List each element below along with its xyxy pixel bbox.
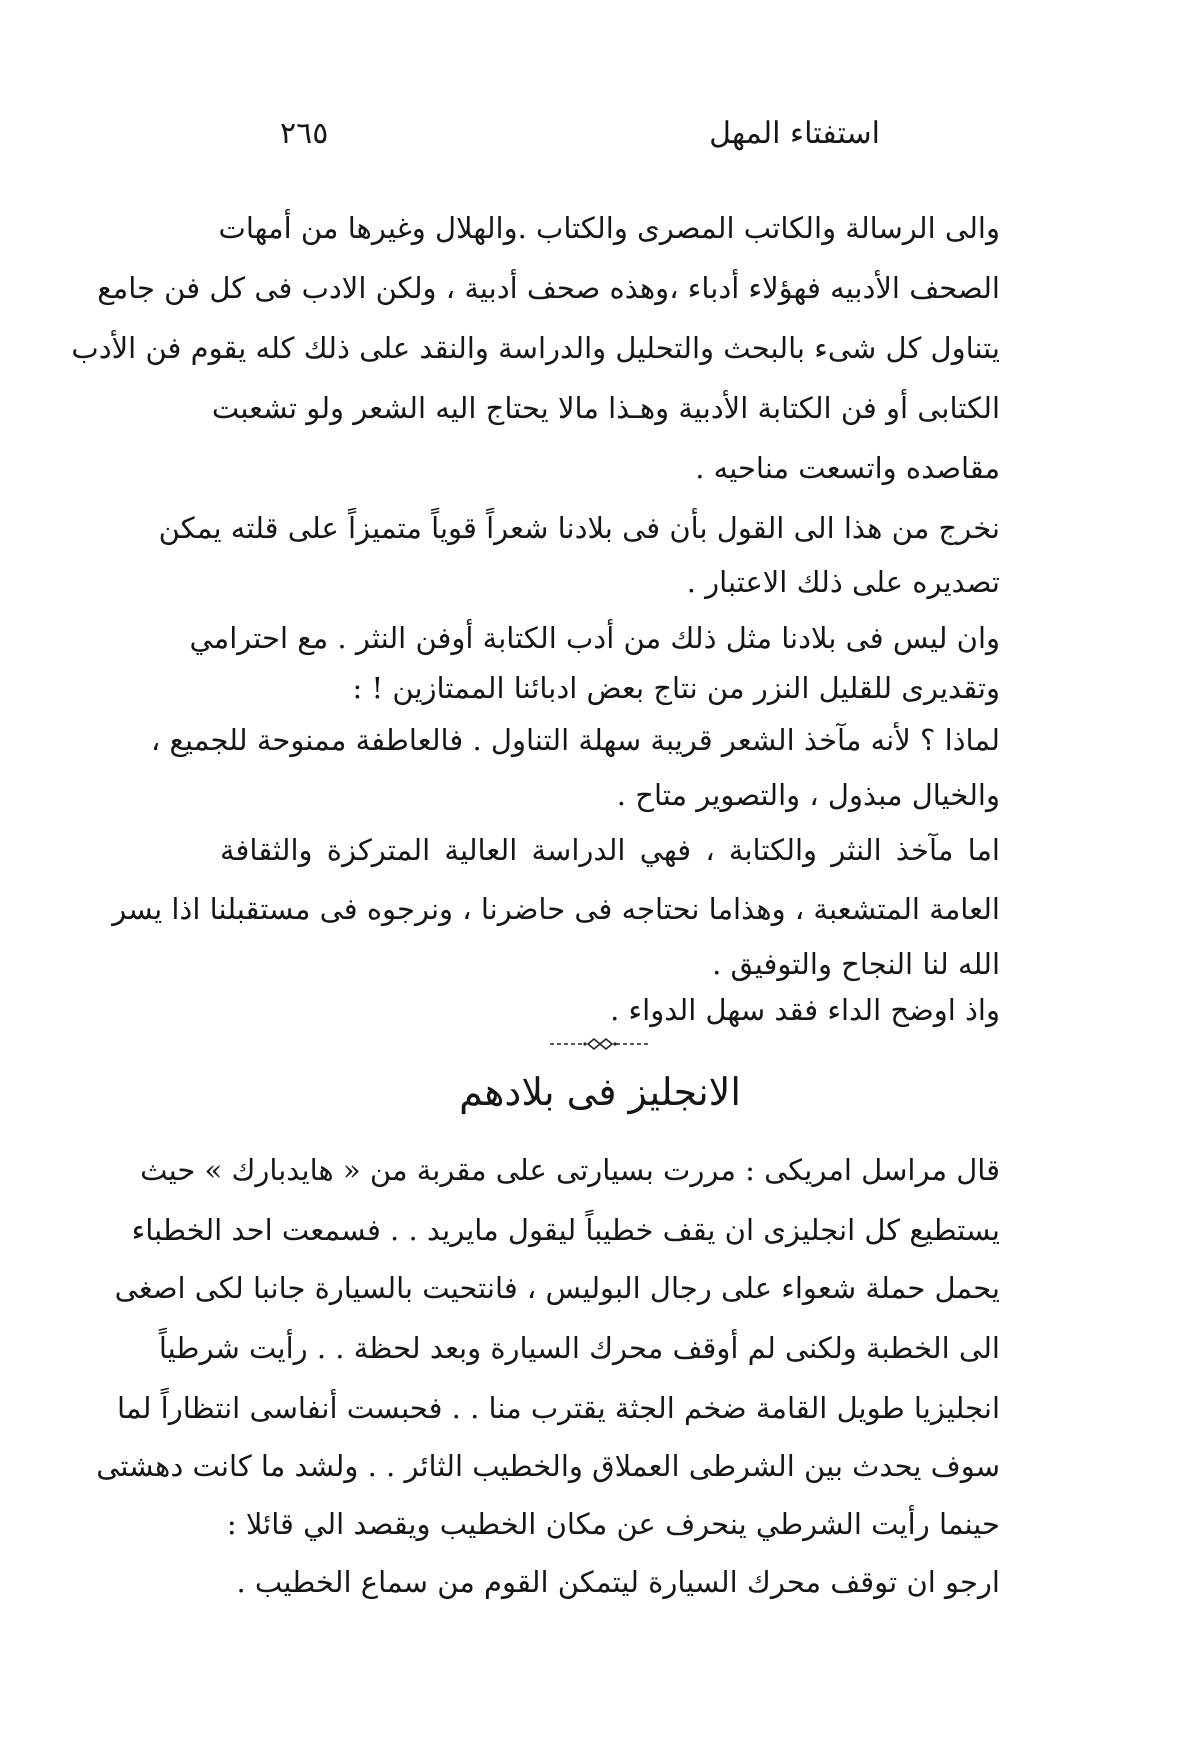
text-line: ارجو ان توقف محرك السيارة ليتمكن القوم من سماع الخطيب . bbox=[236, 1565, 1000, 1599]
page-number: ٢٦٥ bbox=[280, 115, 329, 151]
text-line: مقاصده واتسعت مناحيه . bbox=[695, 451, 1000, 485]
text-line: الصحف الأدبيه فهؤلاء أدباء ،وهذه صحف أدبية ، ولكن الادب فى كل فن جامع bbox=[97, 271, 1000, 305]
text-line: نخرج من هذا الى القول بأن فى بلادنا شعراً قوياً متميزاً على قلته يمكن bbox=[158, 511, 1000, 545]
text-line: الله لنا النجاح والتوفيق . bbox=[712, 947, 1000, 981]
text-line: حينما رأيت الشرطي ينحرف عن مكان الخطيب ويقصد الي قائلا : bbox=[226, 1507, 1000, 1541]
text-line: وتقديرى للقليل النزر من نتاج بعض ادبائنا الممتازين ! : bbox=[352, 671, 1000, 705]
text-line: وان ليس فى بلادنا مثل ذلك من أدب الكتابة أوفن النثر . مع احترامي bbox=[189, 621, 1000, 655]
text-line: سوف يحدث بين الشرطى العملاق والخطيب الثائر . . ولشد ما كانت دهشتى bbox=[96, 1449, 1000, 1483]
text-line: اما مآخذ النثر والكتابة ، فهي الدراسة العالية المتركزة والثقافة bbox=[220, 833, 1000, 867]
text-line: الى الخطبة ولكنى لم أوقف محرك السيارة وبعد لحظة . . رأيت شرطياً bbox=[158, 1331, 1000, 1365]
text-line: والى الرسالة والكاتب المصرى والكتاب .والهلال وغيرها من أمهات bbox=[218, 211, 1000, 245]
text-line: العامة المتشعبة ، وهذاما نحتاجه فى حاضرنا ، ونرجوه فى مستقبلنا اذا يسر bbox=[112, 892, 1000, 926]
text-line: انجليزيا طويل القامة ضخم الجثة يقترب منا . . فحبست أنفاسى انتظاراً لما bbox=[117, 1391, 1000, 1425]
text-line: يستطيع كل انجليزى ان يقف خطيباً ليقول مايريد . . فسمعت احد الخطباء bbox=[131, 1213, 1000, 1247]
text-line: يتناول كل شىء بالبحث والتحليل والدراسة والنقد على ذلك كله يقوم فن الأدب bbox=[71, 331, 1000, 365]
section-divider-ornament bbox=[548, 1034, 652, 1054]
text-line: والخيال مبذول ، والتصوير متاح . bbox=[616, 778, 1000, 812]
text-line: الكتابى أو فن الكتابة الأدبية وهـذا مالا يحتاج اليه الشعر ولو تشعبت bbox=[211, 391, 1000, 425]
running-title: استفتاء المهل bbox=[709, 115, 880, 151]
section-title: الانجليز فى بلادهم bbox=[459, 1070, 741, 1114]
text-line: يحمل حملة شعواء على رجال البوليس ، فانتحيت بالسيارة جانبا لكى اصغى bbox=[114, 1271, 1000, 1305]
text-line: تصديره على ذلك الاعتبار . bbox=[686, 565, 1000, 599]
text-line: واذ اوضح الداء فقد سهل الدواء . bbox=[610, 993, 1000, 1027]
text-line: قال مراسل امريكى : مررت بسيارتى على مقربة من « هايدبارك » حيث bbox=[140, 1153, 1000, 1187]
page-header bbox=[280, 108, 880, 158]
text-line: لماذا ؟ لأنه مآخذ الشعر قريبة سهلة التناول . فالعاطفة ممنوحة للجميع ، bbox=[150, 723, 1000, 757]
